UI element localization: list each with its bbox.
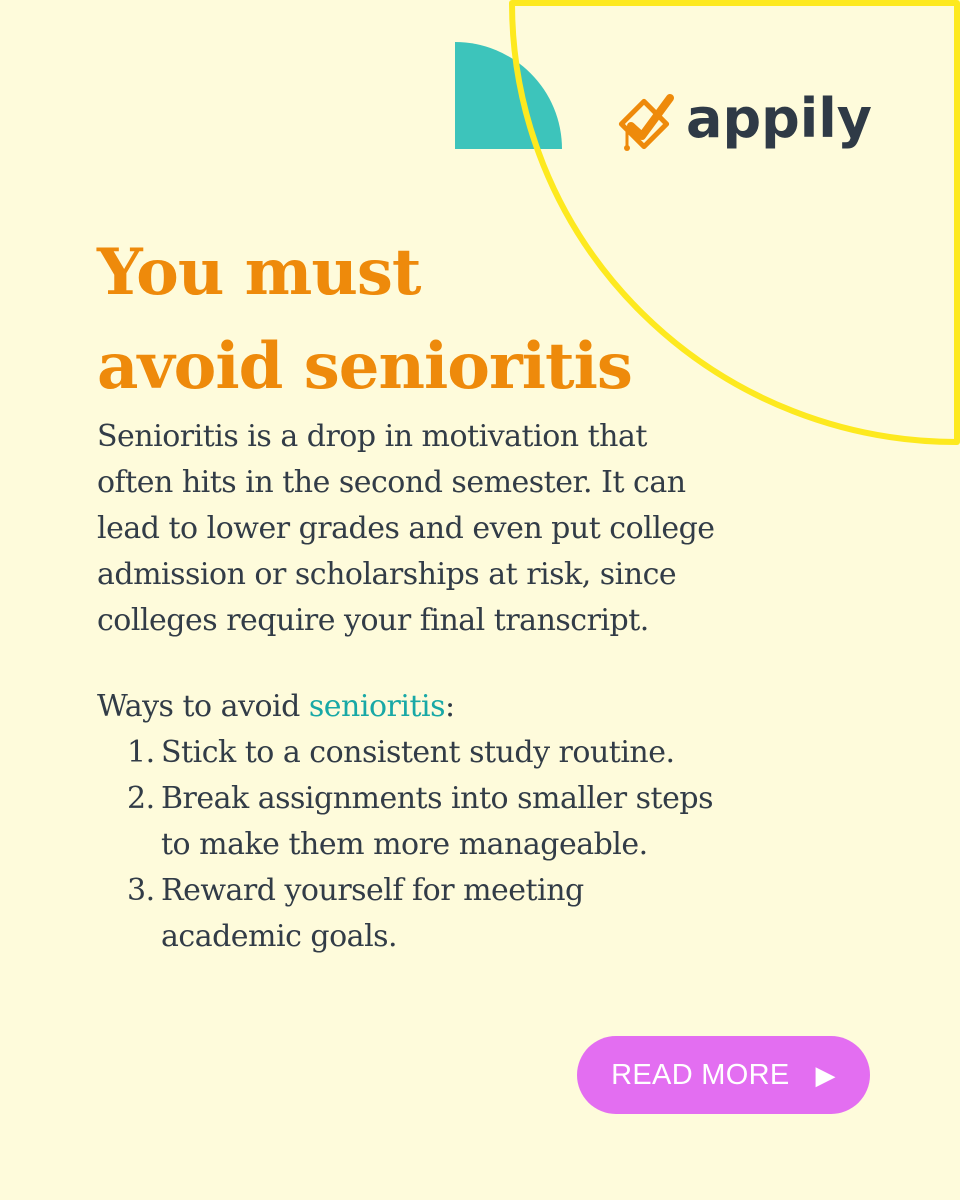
list-number: 2. [127,781,155,816]
teal-quarter-circle [455,42,562,149]
list-item [127,868,713,960]
list-line: Break assignments into smaller steps [161,781,713,816]
list-item [127,776,713,868]
ways-highlight: senioritis [308,689,445,724]
list-number: 3. [127,873,155,908]
ways-suffix: : [445,689,455,724]
title-line-2: avoid senioritis [97,329,632,404]
list-number: 1. [127,735,155,770]
body-line: admission or scholarships at risk, since [97,557,677,592]
list-line: academic goals. [161,919,398,954]
logo-wordmark: appily [686,87,872,150]
list-text [161,868,584,960]
play-arrow-icon: ▶ [815,1060,836,1090]
list-text [161,776,713,868]
body-line: often hits in the second semester. It can [97,465,686,500]
page-title [97,226,632,414]
body-line: lead to lower grades and even put college [97,511,715,546]
list-text [161,730,675,776]
body-line: colleges require your final transcript. [97,603,649,638]
appily-logo [614,87,872,156]
list-line: Stick to a consistent study routine. [161,735,675,770]
body-line: Senioritis is a drop in motivation that [97,419,647,454]
ways-heading [97,684,455,730]
ways-prefix: Ways to avoid [97,689,309,724]
list-line: to make them more manageable. [161,827,648,862]
list-line: Reward yourself for meeting [161,873,584,908]
graduation-checkmark-icon [614,90,680,156]
intro-paragraph [97,414,857,644]
list-item [127,730,713,776]
title-line-1: You must [97,235,421,310]
tips-list [127,730,713,960]
read-more-label: READ MORE [611,1058,790,1091]
read-more-button[interactable] [577,1036,870,1114]
